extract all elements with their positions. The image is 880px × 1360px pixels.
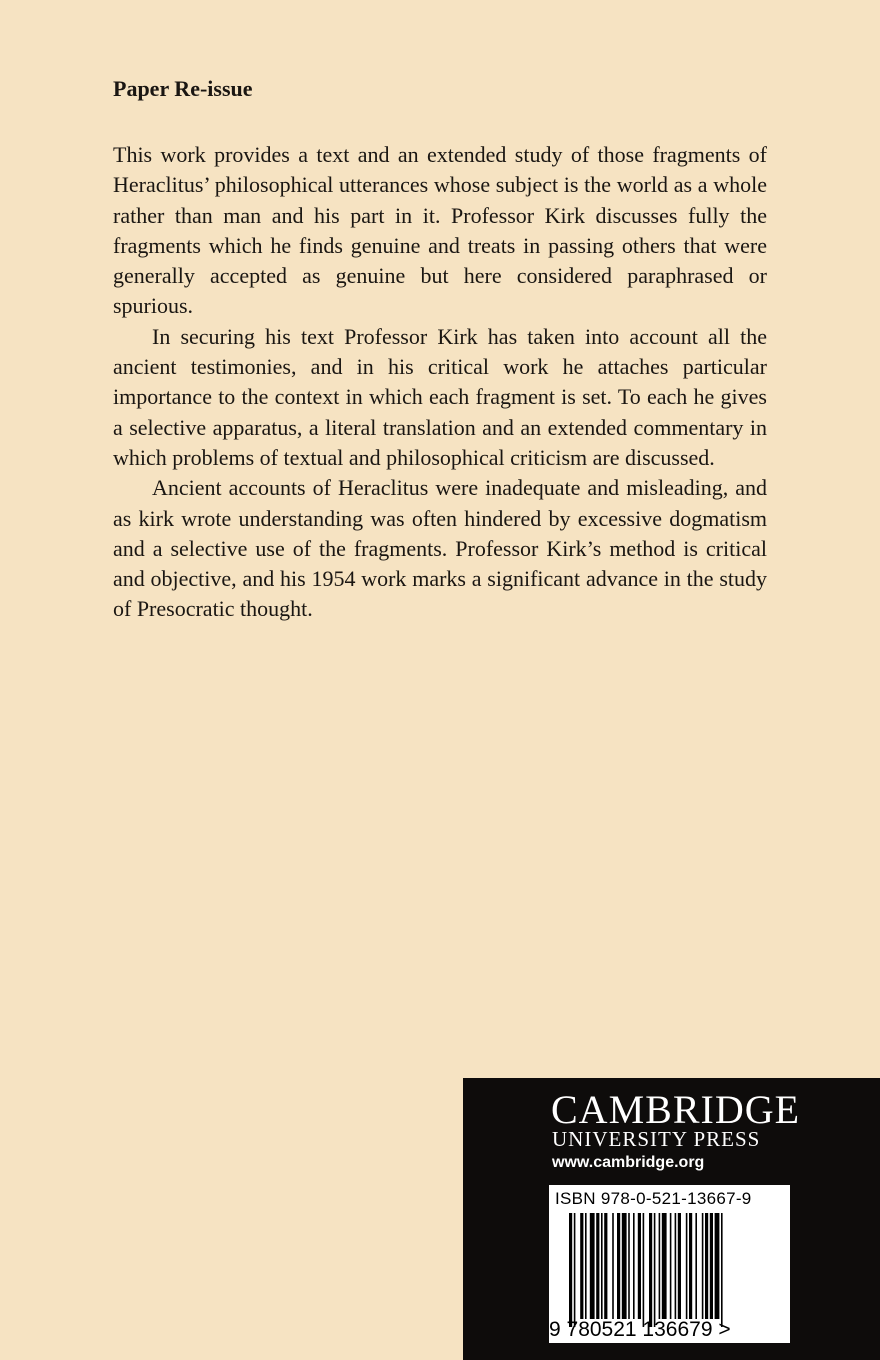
barcode-bar	[686, 1213, 688, 1319]
barcode-bar	[638, 1213, 641, 1319]
barcode-bar	[580, 1213, 583, 1319]
barcode-bar	[649, 1213, 652, 1327]
barcode-bar	[678, 1213, 681, 1319]
publisher-subtitle: UNIVERSITY PRESS	[552, 1127, 761, 1151]
barcode-bar	[617, 1213, 620, 1319]
barcode-bar	[702, 1213, 704, 1319]
barcode-bar	[695, 1213, 697, 1319]
publisher-name: CAMBRIDGE	[551, 1087, 801, 1132]
barcode-bar	[569, 1213, 572, 1327]
barcode-bar	[675, 1213, 677, 1319]
publisher-url: www.cambridge.org	[552, 1154, 705, 1171]
barcode-bar	[574, 1213, 576, 1327]
barcode-bar	[721, 1213, 723, 1327]
barcode-bar	[612, 1213, 614, 1319]
barcode-bar	[604, 1213, 607, 1319]
barcode-bar	[659, 1213, 661, 1319]
barcode-bar	[590, 1213, 595, 1319]
paragraph-3: Ancient accounts of Heraclitus were inadequate and misleading, and as kirk wrote understanding was often hindered by excessive dogmatism and a selective use of the fragments. Professor Kirk’s method is critical and objective, and his 1954 work marks a significant advance in the study of Presocratic thought.	[113, 475, 767, 622]
barcode-bar	[705, 1213, 708, 1319]
barcode-bar	[689, 1213, 692, 1319]
barcode-bar	[585, 1213, 587, 1319]
isbn-barcode	[549, 1185, 790, 1343]
heading-paper-reissue: Paper Re-issue	[113, 76, 253, 101]
paragraph-1: This work provides a text and an extended study of those fragments of Heraclitus’ philosophical utterances whose subject is the world as a whole rather than man and his part in it. Professor Kirk discusses fully the fragments which he finds genuine and treats in passing others that were generally accepted as genuine but here considered paraphrased or spurious.	[113, 142, 767, 319]
barcode-bar	[628, 1213, 630, 1319]
barcode-bar	[601, 1213, 603, 1319]
isbn-number: ISBN 978-0-521-13667-9	[555, 1189, 752, 1208]
barcode-bar	[643, 1213, 645, 1327]
barcode-digits: 9 780521 136679 >	[549, 1318, 731, 1341]
blurb-text	[113, 140, 767, 625]
barcode-bar	[596, 1213, 599, 1319]
barcode-bar	[715, 1213, 720, 1319]
barcode-bar	[622, 1213, 627, 1319]
barcode-bar	[654, 1213, 656, 1327]
barcode-bar	[670, 1213, 672, 1319]
barcode-bar	[710, 1213, 713, 1319]
barcode-bar	[662, 1213, 667, 1319]
paragraph-2: In securing his text Professor Kirk has taken into account all the ancient testimonies, and in his critical work he attaches particular importance to the context in which each fragment is set. To each he gives a selective apparatus, a literal translation and an extended commentary in which problems of textual and philosophical criticism are discussed.	[113, 323, 767, 470]
publisher-imprint-panel	[463, 1078, 880, 1360]
barcode-bar	[633, 1213, 635, 1319]
